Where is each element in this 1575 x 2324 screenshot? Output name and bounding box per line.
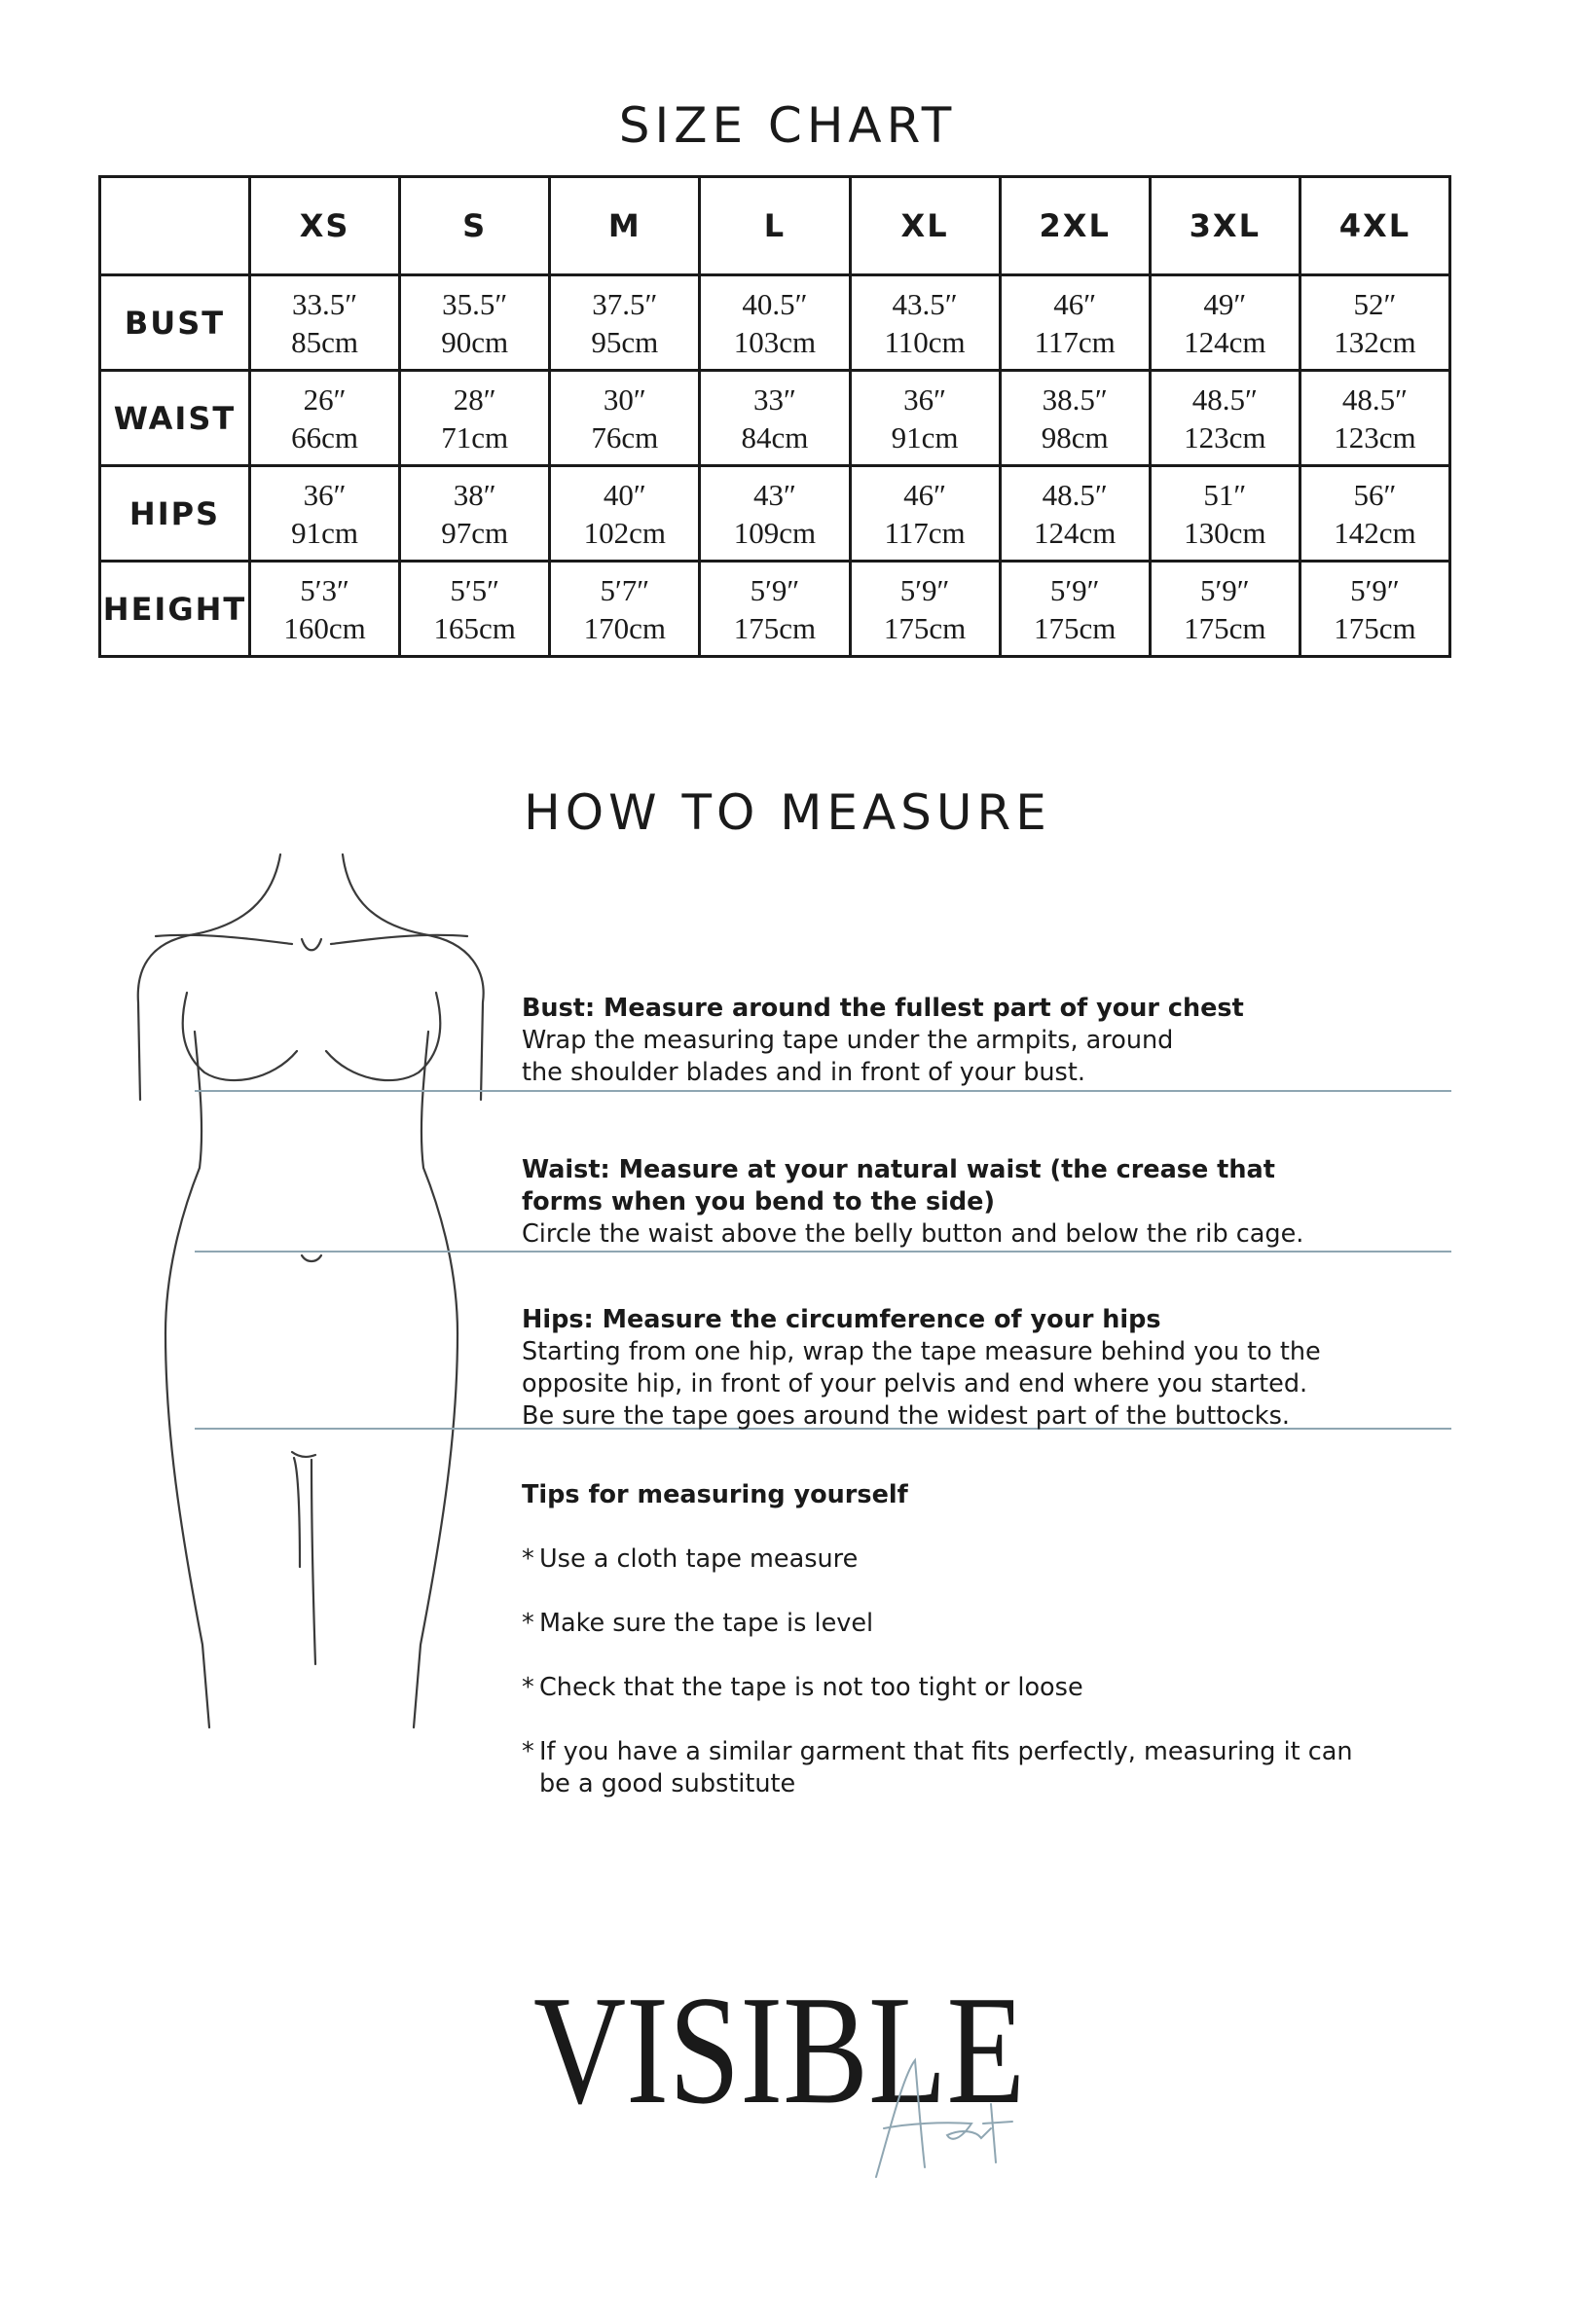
cm-value: 103cm bbox=[733, 324, 817, 359]
how-to-measure-title: HOW TO MEASURE bbox=[524, 784, 1051, 841]
tip-item bbox=[522, 1736, 1398, 1800]
cm-value: 124cm bbox=[1184, 324, 1266, 359]
brand-wordmark: VISIBLE bbox=[533, 1963, 1025, 2136]
inch-value: 5′9″ bbox=[1199, 572, 1250, 607]
measurement-cell bbox=[1300, 371, 1449, 466]
measurement-cell bbox=[1150, 562, 1300, 657]
size-header-3xl: 3XL bbox=[1150, 177, 1300, 275]
measurement-cell bbox=[700, 371, 850, 466]
bust-heading: Bust: Measure around the fullest part of your chest bbox=[522, 994, 1244, 1023]
waist-heading-line: forms when you bend to the side) bbox=[522, 1187, 996, 1216]
inch-value: 49″ bbox=[1203, 286, 1247, 321]
body-outline-illustration bbox=[127, 847, 496, 1742]
measurement-cell bbox=[850, 562, 1000, 657]
inch-value: 5′9″ bbox=[899, 572, 950, 607]
cm-value: 123cm bbox=[1334, 419, 1416, 454]
cm-value: 91cm bbox=[291, 515, 358, 550]
cm-value: 71cm bbox=[441, 419, 509, 454]
inch-value: 40″ bbox=[603, 477, 646, 512]
tip-text: Use a cloth tape measure bbox=[539, 1544, 859, 1574]
inch-value: 5′9″ bbox=[1049, 572, 1100, 607]
inch-value: 30″ bbox=[603, 381, 646, 417]
inch-value: 28″ bbox=[453, 381, 496, 417]
tip-bullet: * bbox=[522, 1609, 534, 1638]
measurement-row-height bbox=[100, 562, 1450, 657]
measurement-cell bbox=[1000, 371, 1150, 466]
inch-value: 43.5″ bbox=[892, 286, 958, 321]
tips-heading-block bbox=[522, 1479, 1398, 1511]
measurement-cell bbox=[1150, 466, 1300, 562]
measurement-cell bbox=[250, 466, 400, 562]
inch-value: 5′9″ bbox=[1350, 572, 1400, 607]
measurement-cell bbox=[550, 562, 700, 657]
size-chart-title: SIZE CHART bbox=[618, 97, 957, 154]
inch-value: 51″ bbox=[1203, 477, 1247, 512]
inch-value: 48.5″ bbox=[1042, 477, 1108, 512]
cm-value: 110cm bbox=[884, 324, 966, 359]
cm-value: 109cm bbox=[733, 515, 817, 550]
hips-body-line: Starting from one hip, wrap the tape measure behind you to the bbox=[522, 1337, 1321, 1366]
measurement-cell bbox=[550, 371, 700, 466]
cm-value: 84cm bbox=[741, 419, 809, 454]
measurement-cell bbox=[1150, 371, 1300, 466]
tip-item bbox=[522, 1672, 1398, 1704]
inch-value: 48.5″ bbox=[1191, 381, 1258, 417]
row-label: WAIST bbox=[100, 371, 250, 466]
tip-bullet: * bbox=[522, 1673, 534, 1702]
measurement-cell bbox=[250, 275, 400, 371]
waist-guide-line bbox=[195, 1251, 1451, 1253]
cm-value: 97cm bbox=[441, 515, 509, 550]
measurement-cell bbox=[700, 466, 850, 562]
tip-text: Make sure the tape is level bbox=[539, 1609, 874, 1638]
measurement-row-hips bbox=[100, 466, 1450, 562]
measurement-cell bbox=[250, 371, 400, 466]
cm-value: 98cm bbox=[1041, 419, 1109, 454]
measurement-cell bbox=[700, 562, 850, 657]
tip-text: Check that the tape is not too tight or loose bbox=[539, 1673, 1083, 1702]
measurement-cell bbox=[550, 466, 700, 562]
tips-heading: Tips for measuring yourself bbox=[522, 1480, 908, 1509]
measurement-row-bust bbox=[100, 275, 1450, 371]
measurement-cell bbox=[400, 275, 550, 371]
hips-body-line: opposite hip, in front of your pelvis and end where you started. bbox=[522, 1369, 1308, 1398]
inch-value: 5′3″ bbox=[300, 572, 349, 607]
cm-value: 130cm bbox=[1184, 515, 1266, 550]
cm-value: 123cm bbox=[1184, 419, 1266, 454]
bust-instructions bbox=[522, 993, 1398, 1089]
cm-value: 102cm bbox=[583, 515, 666, 550]
inch-value: 40.5″ bbox=[742, 286, 808, 321]
cm-value: 95cm bbox=[591, 324, 659, 359]
cm-value: 90cm bbox=[441, 324, 509, 359]
size-header-2xl: 2XL bbox=[1000, 177, 1150, 275]
inch-value: 35.5″ bbox=[442, 286, 508, 321]
inch-value: 33″ bbox=[752, 381, 796, 417]
inch-value: 36″ bbox=[303, 477, 347, 512]
measurement-cell bbox=[400, 466, 550, 562]
inch-value: 5′9″ bbox=[750, 572, 800, 607]
row-label: BUST bbox=[100, 275, 250, 371]
tip-text: If you have a similar garment that fits perfectly, measuring it can be a good substitute bbox=[539, 1737, 1353, 1798]
size-chart-table bbox=[98, 175, 1451, 658]
inch-value: 48.5″ bbox=[1341, 381, 1409, 417]
measurement-cell bbox=[1000, 466, 1150, 562]
measurement-cell bbox=[1300, 275, 1449, 371]
measurement-cell bbox=[1000, 562, 1150, 657]
visible-art-logo bbox=[533, 1963, 1040, 2192]
inch-value: 5′7″ bbox=[600, 572, 650, 607]
cm-value: 175cm bbox=[733, 610, 817, 645]
measurement-cell bbox=[1000, 275, 1150, 371]
waist-body-line: Circle the waist above the belly button and below the rib cage. bbox=[522, 1219, 1304, 1249]
measurement-cell bbox=[1150, 275, 1300, 371]
cm-value: 170cm bbox=[583, 610, 666, 645]
cm-value: 175cm bbox=[883, 610, 967, 645]
cm-value: 85cm bbox=[291, 324, 358, 359]
measurement-cell bbox=[250, 562, 400, 657]
bust-guide-line bbox=[195, 1090, 1451, 1092]
cm-value: 165cm bbox=[433, 610, 516, 645]
bust-body-line: the shoulder blades and in front of your bust. bbox=[522, 1058, 1085, 1087]
row-label: HEIGHT bbox=[100, 562, 250, 657]
inch-value: 38.5″ bbox=[1042, 381, 1108, 417]
tip-bullet: * bbox=[522, 1544, 534, 1574]
waist-heading-line: Waist: Measure at your natural waist (the crease that bbox=[522, 1155, 1275, 1184]
size-header-row bbox=[100, 177, 1450, 275]
cm-value: 175cm bbox=[1034, 610, 1117, 645]
tip-item bbox=[522, 1608, 1398, 1640]
size-header-4xl: 4XL bbox=[1300, 177, 1449, 275]
inch-value: 37.5″ bbox=[592, 286, 658, 321]
inch-value: 33.5″ bbox=[291, 286, 358, 321]
cm-value: 66cm bbox=[291, 419, 358, 454]
corner-cell bbox=[100, 177, 250, 275]
inch-value: 36″ bbox=[903, 381, 947, 417]
cm-value: 132cm bbox=[1334, 324, 1416, 359]
size-header-xl: XL bbox=[850, 177, 1000, 275]
measurement-cell bbox=[850, 371, 1000, 466]
measurement-cell bbox=[400, 562, 550, 657]
hips-heading: Hips: Measure the circumference of your hips bbox=[522, 1305, 1161, 1334]
cm-value: 124cm bbox=[1034, 515, 1117, 550]
inch-value: 26″ bbox=[303, 381, 347, 417]
waist-instructions bbox=[522, 1154, 1398, 1251]
size-header-s: S bbox=[400, 177, 550, 275]
cm-value: 142cm bbox=[1334, 515, 1416, 550]
measurement-cell bbox=[850, 466, 1000, 562]
measurement-cell bbox=[700, 275, 850, 371]
inch-value: 56″ bbox=[1353, 477, 1397, 512]
bust-body-line: Wrap the measuring tape under the armpits, around bbox=[522, 1026, 1174, 1055]
measurement-cell bbox=[1300, 466, 1449, 562]
hips-instructions bbox=[522, 1304, 1398, 1433]
row-label: HIPS bbox=[100, 466, 250, 562]
measurement-cell bbox=[550, 275, 700, 371]
cm-value: 117cm bbox=[884, 515, 966, 550]
size-header-m: M bbox=[550, 177, 700, 275]
cm-value: 76cm bbox=[591, 419, 659, 454]
tip-item bbox=[522, 1543, 1398, 1576]
hips-body-line: Be sure the tape goes around the widest part of the buttocks. bbox=[522, 1401, 1290, 1431]
measurement-row-waist bbox=[100, 371, 1450, 466]
inch-value: 43″ bbox=[752, 477, 796, 512]
tip-bullet: * bbox=[522, 1737, 534, 1766]
measurement-cell bbox=[1300, 562, 1449, 657]
inch-value: 5′5″ bbox=[450, 572, 500, 607]
cm-value: 175cm bbox=[1334, 610, 1416, 645]
inch-value: 46″ bbox=[1053, 286, 1097, 321]
cm-value: 117cm bbox=[1034, 324, 1116, 359]
size-header-l: L bbox=[700, 177, 850, 275]
inch-value: 38″ bbox=[453, 477, 496, 512]
inch-value: 46″ bbox=[903, 477, 947, 512]
measurement-cell bbox=[400, 371, 550, 466]
cm-value: 175cm bbox=[1184, 610, 1266, 645]
cm-value: 160cm bbox=[283, 610, 366, 645]
size-header-xs: XS bbox=[250, 177, 400, 275]
cm-value: 91cm bbox=[891, 419, 959, 454]
measurement-cell bbox=[850, 275, 1000, 371]
inch-value: 52″ bbox=[1353, 286, 1397, 321]
